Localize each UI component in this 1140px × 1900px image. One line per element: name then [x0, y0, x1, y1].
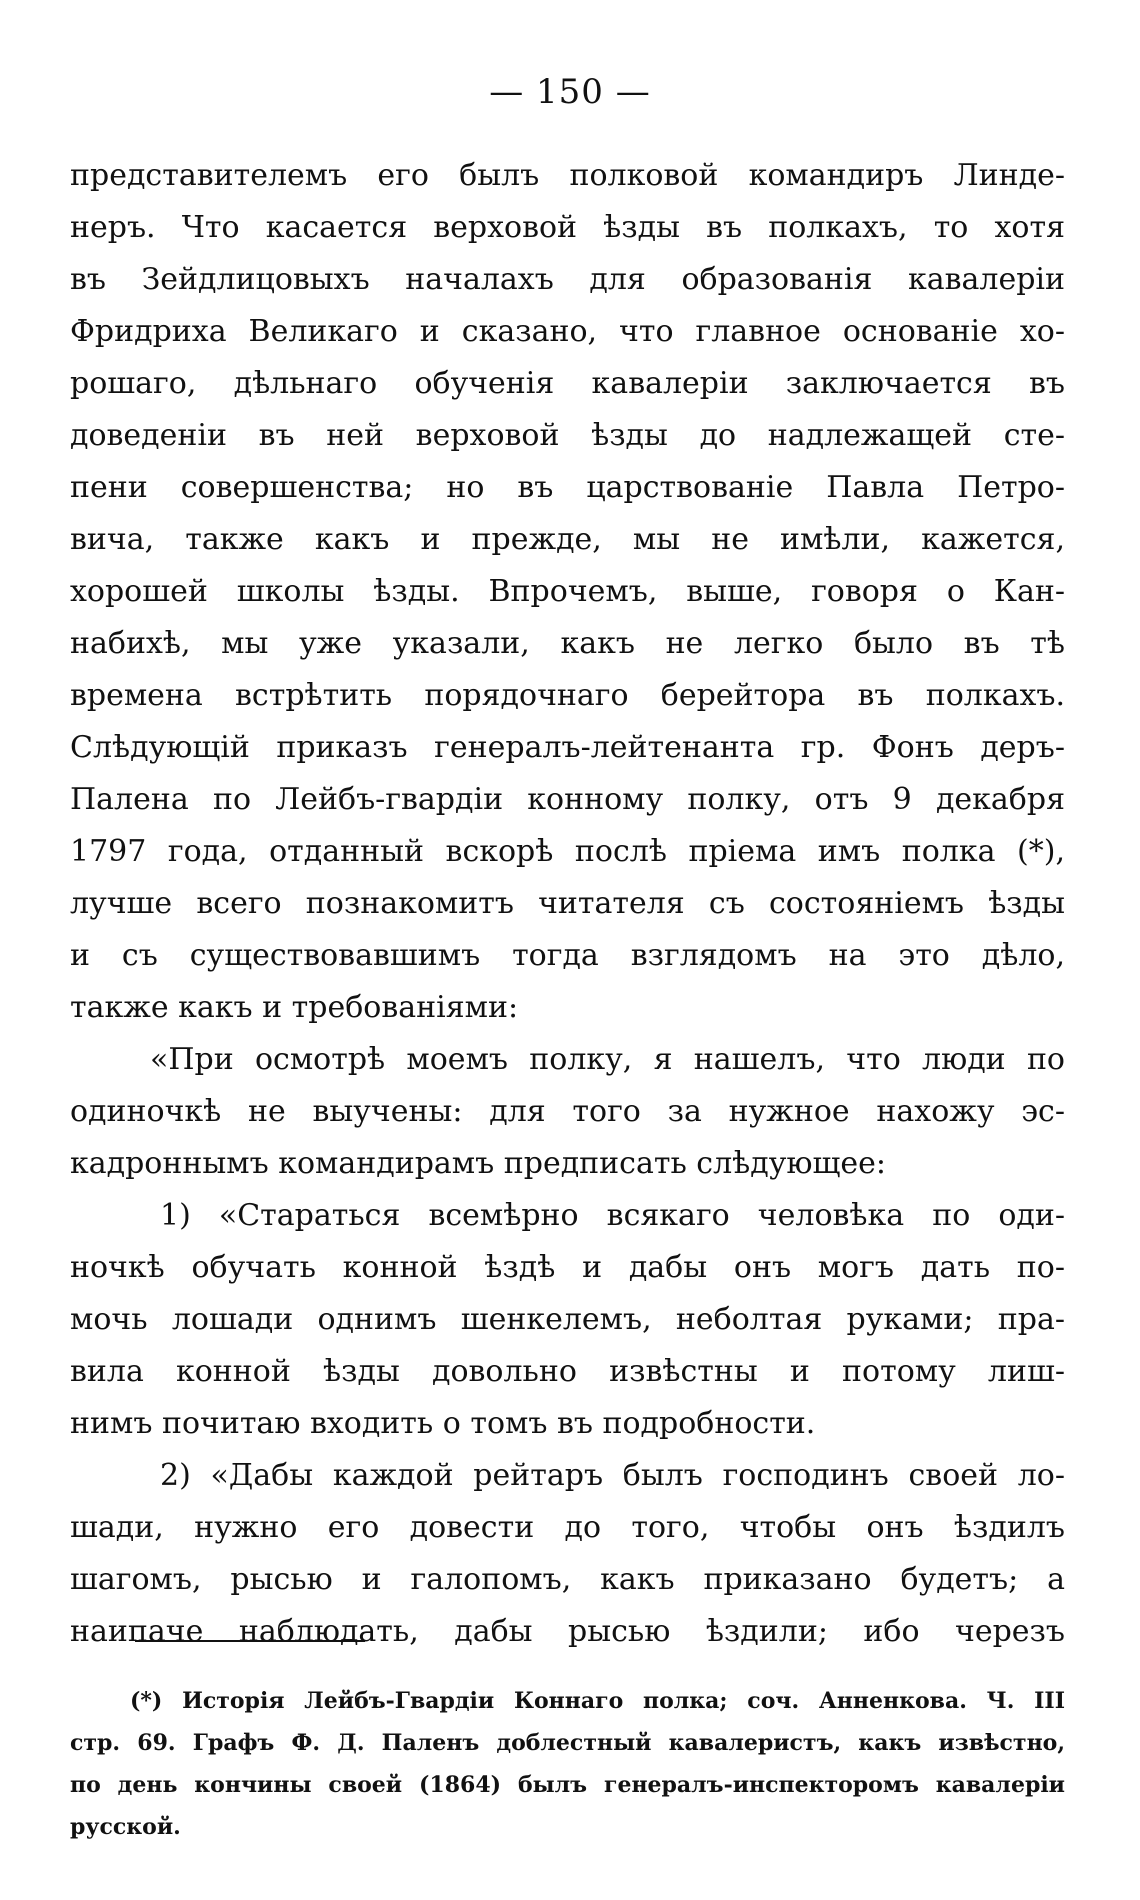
- page-number: — 150 —: [489, 72, 651, 112]
- footnote-line: русской.: [70, 1814, 181, 1840]
- body-line: шагомъ, рысью и галопомъ, какъ приказано будетъ; а: [70, 1562, 1065, 1597]
- body-line: неръ. Что касается верховой ѣзды въ полкахъ, то хотя: [70, 210, 1065, 245]
- body-line: лучше всего познакомитъ читателя съ состояніемъ ѣзды: [70, 886, 1065, 921]
- footnote-line: по день кончины своей (1864) былъ генералъ-инспекторомъ кавалеріи: [70, 1772, 1065, 1798]
- body-line: хорошей школы ѣзды. Впрочемъ, выше, говоря о Кан-: [70, 574, 1065, 609]
- body-line: вича, также какъ и прежде, мы не имѣли, кажется,: [70, 522, 1065, 557]
- body-line: пени совершенства; но въ царствованіе Павла Петро-: [70, 470, 1065, 505]
- body-line: шади, нужно его довести до того, чтобы онъ ѣздилъ: [70, 1510, 1065, 1545]
- footnote-line: (*) Исторія Лейбъ-Гвардіи Коннаго полка; соч. Анненкова. Ч. III: [130, 1688, 1065, 1714]
- body-line: вила конной ѣзды довольно извѣстны и потому лиш-: [70, 1354, 1065, 1389]
- body-line: и съ существовавшимъ тогда взглядомъ на это дѣло,: [70, 938, 1065, 973]
- body-line: доведеніи въ ней верховой ѣзды до надлежащей сте-: [70, 418, 1065, 453]
- body-line: набихѣ, мы уже указали, какъ не легко было въ тѣ: [70, 626, 1065, 661]
- body-line: мочь лошади однимъ шенкелемъ, неболтая руками; пра-: [70, 1302, 1065, 1337]
- body-line: ночкѣ обучать конной ѣздѣ и дабы онъ могъ дать по-: [70, 1250, 1065, 1285]
- body-line: Слѣдующій приказъ генералъ-лейтенанта гр. Фонъ деръ-: [70, 730, 1065, 765]
- body-line: Фридриха Великаго и сказано, что главное основаніе хо-: [70, 314, 1065, 349]
- body-line: «При осмотрѣ моемъ полку, я нашелъ, что люди по: [150, 1042, 1065, 1077]
- body-line: рошаго, дѣльнаго обученія кавалеріи заключается въ: [70, 366, 1065, 401]
- body-line: нимъ почитаю входить о томъ въ подробности.: [70, 1406, 816, 1441]
- body-line: 1) «Стараться всемѣрно всякаго человѣка по оди-: [160, 1198, 1065, 1233]
- body-line: одиночкѣ не выучены: для того за нужное нахожу эс-: [70, 1094, 1065, 1129]
- body-line: представителемъ его былъ полковой командиръ Линде-: [70, 158, 1065, 193]
- body-line: наипаче наблюдать, дабы рысью ѣздили; ибо черезъ: [70, 1614, 1065, 1649]
- body-line: кадроннымъ командирамъ предписать слѣдующее:: [70, 1146, 887, 1181]
- footnote-divider: [135, 1640, 365, 1642]
- body-line: 1797 года, отданный вскорѣ послѣ пріема имъ полка (*),: [70, 834, 1065, 869]
- body-line: времена встрѣтить порядочнаго берейтора въ полкахъ.: [70, 678, 1065, 713]
- body-text: [70, 150, 1065, 1658]
- footnote-line: стр. 69. Графъ Ф. Д. Паленъ доблестный кавалеристъ, какъ извѣстно,: [70, 1730, 1065, 1756]
- body-line: Палена по Лейбъ-гвардіи конному полку, отъ 9 декабря: [70, 782, 1065, 817]
- body-line: 2) «Дабы каждой рейтаръ былъ господинъ своей ло-: [160, 1458, 1065, 1493]
- body-line: также какъ и требованіями:: [70, 990, 519, 1025]
- body-line: въ Зейдлицовыхъ началахъ для образованія кавалеріи: [70, 262, 1065, 297]
- footnote: [70, 1680, 1065, 1848]
